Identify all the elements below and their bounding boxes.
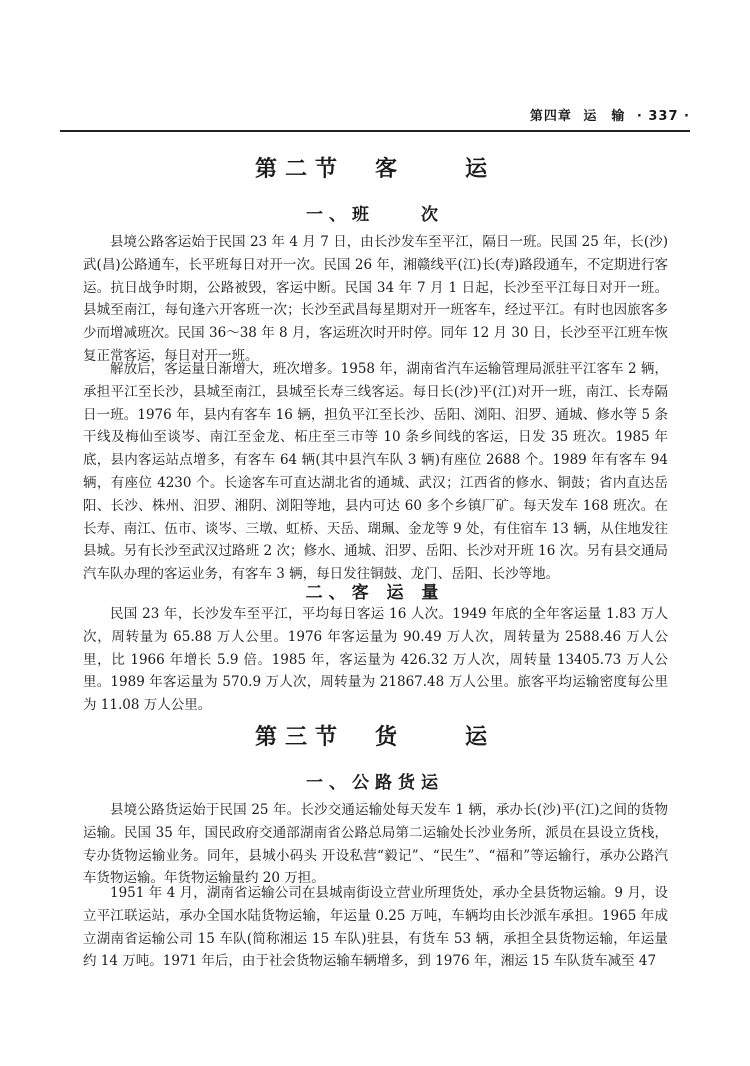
subsection-title-road-freight: 一、公路货运	[306, 773, 444, 793]
paragraph: 县境公路货运始于民国 25 年。长沙交通运输处每天发车 1 辆，承办长(沙)平(江)之间的货物运输。民国 35 年，国民政府交通部湖南省公路总局第二运输处长沙业务所，派员在县设立货栈，专办货物运输业务。同年，县城小码头 开设私营“毅记”、“民生”、“福和”等运输行，承办公路汽车货物运输。年货物运输量约 20 万担。	[83, 802, 668, 887]
paragraph: 县境公路客运始于民国 23 年 4 月 7 日，由长沙发车至平江，隔日一班。民国 25 年，长(沙)武(昌)公路通车，长平班每日对开一次。民国 26 年，湘赣线平(江)长(寿)路段通车，不定期进行客运。抗日战争时期，公路被毁，客运中断。民国 34 年 7 月 1 日起，长沙至平江每日对开一班。县城至南江，每旬逢六开客班一次；长沙至武昌每星期对开一班客车，经过平江。有时也因旅客多少而增减班次。民国 36～38 年 8 月，客运班次时开时停。同年 12 月 30 日，长沙至平江班车恢复正常客运，每日对开一班。	[83, 234, 668, 364]
paragraph: 1951 年 4 月，湖南省运输公司在县城南街设立营业所理货处，承办全县货物运输。9 月，设立平江联运站，承办全国水陆货物运输，年运量 0.25 万吨，车辆均由长沙派车承担。1965 年成立湖南省运输公司 15 车队(简称湘运 15 车队)驻县，有货车 53 辆，承担全县货物运输，年运量约 14 万吨。1971 年后，由于社会货物运输车辆增多，到 1976 年，湘运 15 车队货车减至 47	[83, 885, 668, 970]
subsection-title-schedules: 一、班 次	[306, 205, 444, 225]
section-title-freight-transport: 第三节 货 运	[254, 725, 495, 750]
header-page-number: · 337 ·	[636, 109, 690, 124]
running-header	[60, 104, 690, 132]
subsection-title-passenger-volume: 二、客 运 量	[305, 583, 445, 603]
paragraph: 解放后，客运量日渐增大，班次增多。1958 年，湖南省汽车运输管理局派驻平江客车 2 辆，承担平江至长沙，县城至南江，县城至长寿三线客运。每日长(沙)平(江)对开一班，南江、长寿隔日一班。1976 年，县内有客车 16 辆，担负平江至长沙、岳阳、浏阳、汨罗、通城、修水等 5 条干线及梅仙至谈岑、南江至金龙、柘庄至三市等 10 条乡间线的客运，日发 35 班次。1985 年底，县内客运站点增多，有客车 64 辆(其中县汽车队 3 辆)有座位 2688 个。1989 年有客车 94 辆，有座位 4230 个。长途客车可直达湖北省的通城、武汉；江西省的修水、铜鼓；省内直达岳阳、长沙、株州、汨罗、湘阴、浏阳等地，县内可达 60 多个乡镇厂矿。每天发车 168 班次。在长寿、南江、伍市、谈岑、三墩、虹桥、天岳、瑚珮、金龙等 9 处，有住宿车 13 辆，从住地发往县城。另有长沙至武汉过路班 2 次；修水、通城、汨罗、岳阳、长沙对开班 16 次。另有县交通局汽车队办理的客运业务，有客车 3 辆，每日发往铜鼓、龙门、岳阳、长沙等地。	[83, 361, 668, 583]
paragraph: 民国 23 年，长沙发车至平江，平均每日客运 16 人次。1949 年底的全年客运量 1.83 万人次，周转量为 65.88 万人公里。1976 年客运量为 90.49 万人次，周转量为 2588.46 万人公里，比 1966 年增长 5.9 倍。1985 年，客运量为 426.32 万人次，周转量 13405.73 万人公里。1989 年客运量为 570.9 万人次，周转量为 21867.48 万人公里。旅客平均运输密度每公里为 11.08 万人公里。	[83, 606, 668, 714]
header-chapter: 第四章	[529, 109, 572, 124]
header-chapter-title: 运 输	[583, 109, 626, 124]
section-title-passenger-transport: 第二节 客 运	[254, 157, 495, 182]
